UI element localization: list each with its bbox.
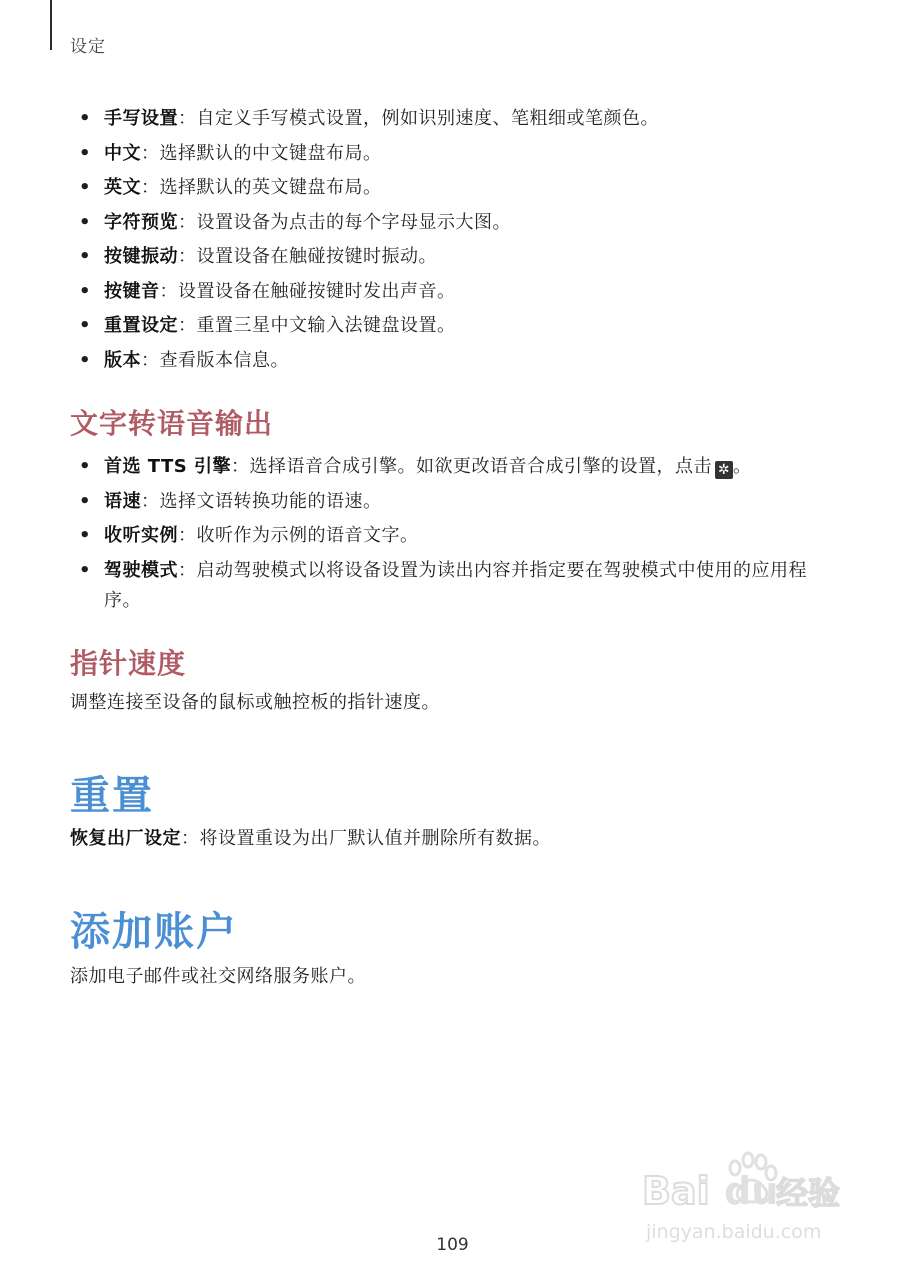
- item-term: 按键振动: [104, 246, 178, 267]
- list-item: [78, 277, 838, 307]
- list-item: [78, 173, 838, 203]
- reset-description: ：将设置重设为出厂默认值并删除所有数据。: [181, 828, 551, 849]
- bullet-icon: •: [78, 108, 91, 129]
- bullet-icon: •: [78, 559, 91, 581]
- list-item: [78, 452, 838, 482]
- bullet-icon: •: [78, 142, 91, 164]
- item-term: 字符预览: [104, 211, 178, 233]
- list-item: [78, 139, 838, 169]
- item-term: 重置设定: [104, 315, 178, 336]
- list-item: [78, 487, 838, 517]
- item-description: ：设置设备为点击的每个字母显示大图。: [178, 211, 511, 233]
- item-term: 手写设置: [104, 108, 178, 129]
- item-description: ：自定义手写模式设置，例如识别速度、笔粗细或笔颜色。: [178, 108, 659, 129]
- settings-gear-icon: ✲: [715, 461, 733, 479]
- watermark-brand-b: du: [724, 1169, 779, 1213]
- bullet-icon: •: [78, 280, 91, 302]
- list-item: [78, 242, 838, 272]
- list-item: [78, 208, 838, 238]
- item-term: 英文: [104, 177, 141, 198]
- reset-section-text: [70, 824, 551, 854]
- item-suffix: 。: [732, 456, 752, 477]
- reset-section-heading: 重置: [70, 773, 154, 819]
- item-term: 语速: [104, 490, 141, 512]
- keyboard-settings-list: [78, 104, 838, 380]
- header-corner-rule: [50, 0, 52, 50]
- list-item: [78, 521, 838, 551]
- bullet-icon: •: [78, 177, 91, 198]
- bullet-icon: •: [78, 490, 91, 512]
- item-term: 收听实例: [104, 525, 178, 546]
- watermark-url: jingyan.baidu.com: [646, 1221, 822, 1243]
- pointer-section-heading: 指针速度: [70, 647, 187, 680]
- bullet-icon: •: [78, 456, 91, 477]
- item-description: ：查看版本信息。: [141, 349, 289, 371]
- item-term: 中文: [104, 142, 141, 164]
- tts-section-heading: 文字转语音输出: [70, 407, 274, 440]
- page-number: 109: [436, 1235, 469, 1255]
- item-term: 驾驶模式: [104, 559, 178, 581]
- reset-term: 恢复出厂设定: [70, 828, 181, 849]
- item-description: ：选择默认的英文键盘布局。: [141, 177, 382, 198]
- item-description: ：设置设备在触碰按键时发出声音。: [159, 280, 456, 302]
- bullet-icon: •: [78, 525, 91, 546]
- item-description: ：启动驾驶模式以将设备设置为读出内容并指定要在驾驶模式中使用的应用程序。: [104, 559, 807, 611]
- item-description: ：设置设备在触碰按键时振动。: [178, 246, 437, 267]
- page-header-title: 设定: [70, 37, 106, 57]
- tts-settings-list: [78, 452, 838, 620]
- bullet-icon: •: [78, 315, 91, 336]
- bullet-icon: •: [78, 246, 91, 267]
- list-item: [78, 104, 838, 134]
- item-description: ：选择语音合成引擎。如欲更改语音合成引擎的设置，点击: [230, 456, 712, 477]
- baidu-jingyan-watermark: [640, 1140, 855, 1250]
- item-description: ：重置三星中文输入法键盘设置。: [178, 315, 456, 336]
- watermark-brand-a: Bai: [642, 1169, 710, 1213]
- item-term: 首选 TTS 引擎: [104, 456, 231, 477]
- item-term: 按键音: [104, 280, 160, 302]
- list-item: [78, 346, 838, 376]
- list-item: [78, 311, 838, 341]
- item-term: 版本: [104, 349, 141, 371]
- bullet-icon: •: [78, 211, 91, 233]
- bullet-icon: •: [78, 349, 91, 371]
- item-description: ：选择默认的中文键盘布局。: [141, 142, 382, 164]
- pointer-section-text: 调整连接至设备的鼠标或触控板的指针速度。: [70, 692, 440, 713]
- item-description: ：选择文语转换功能的语速。: [141, 490, 382, 512]
- account-section-heading: 添加账户: [70, 909, 238, 955]
- watermark-brand-c: 经验: [776, 1174, 841, 1212]
- account-section-text: 添加电子邮件或社交网络服务账户。: [70, 966, 366, 987]
- item-description: ：收听作为示例的语音文字。: [178, 525, 419, 546]
- list-item: [78, 556, 838, 616]
